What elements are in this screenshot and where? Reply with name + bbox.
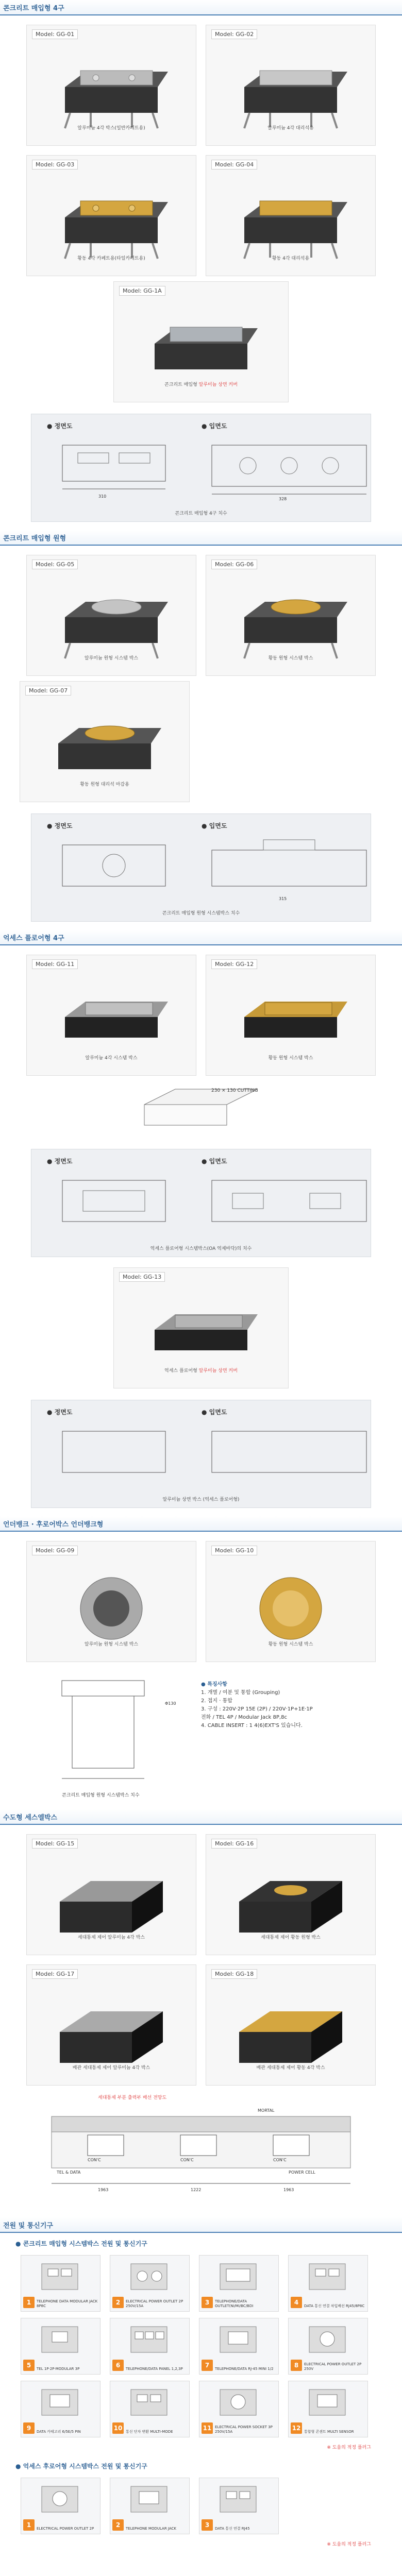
drawing-caption: 콘크리트 매입형 원형 시스템박스 치수 [62,1793,140,1798]
floor-box-image [144,1299,258,1376]
model-label: Model: GG-06 [211,560,257,569]
underbank-spec [31,1670,371,1804]
spec-number: 6 [112,2360,124,2371]
spec-item[interactable] [110,2318,190,2375]
spec-item[interactable] [288,2381,368,2437]
product-caption: 황동 4각 대리석용 [272,256,310,261]
spec-item[interactable] [110,2381,190,2437]
floor-box-image [234,986,347,1063]
caption-text: 콘크리트 매입형 [164,382,197,387]
product-caption: 알루미늄 4각 박스(일반카페트용) [77,126,145,131]
section-heading-5: 수도형 세스엘박스 [0,1809,402,1825]
cross-section-label: CON'C [180,2158,194,2162]
product-card[interactable] [26,1834,196,1955]
floor-box-image [55,1996,168,2073]
dimension: 328 [279,497,287,501]
spec-label: ELECTRICAL POWER SOCKET 3P 250V/15A [215,2425,273,2434]
spec-number: 12 [291,2422,302,2434]
product-grid-4 [0,1532,402,1665]
spec-item[interactable] [199,2381,279,2437]
product-card[interactable] [206,1834,376,1955]
spec-item[interactable] [21,2318,100,2375]
outlet-image [215,2386,261,2418]
front-view-drawing [52,1170,176,1237]
spec-number: 5 [23,2360,35,2371]
front-view-drawing [52,435,176,502]
cross-section-label: POWER CELL [289,2170,315,2175]
cross-section-title: 세대통제 부분 출력부 배선 전망도 [98,2095,167,2100]
outlet-image [37,2324,83,2355]
model-label: Model: GG-10 [211,1546,257,1555]
product-caption [114,1367,288,1374]
plan-view-label: ● 입면도 [202,422,227,430]
section-heading-6: 전원 및 통신기구 [0,2217,402,2233]
spec-item[interactable] [21,2381,100,2437]
dimension-drawing-2 [31,814,371,922]
spec-number: 2 [112,2519,124,2531]
features-block [201,1681,313,1730]
outlet-image [304,2386,350,2418]
product-caption: 알루미늄 원형 시스템 박스 [84,1642,139,1647]
product-caption: 배관 세대통제 제어 황동 4각 박스 [256,2065,325,2071]
spec-number: 3 [202,2519,213,2531]
floor-box-image [55,986,168,1063]
feature-line: 3. 구성 : 220V·2P 15E (2P) / 220V·1P+1E·1P [201,1706,313,1712]
product-grid-3b [0,1265,402,1392]
floor-box-image [234,1866,347,1943]
product-card[interactable] [206,1541,376,1662]
product-caption: 황동 4각 카페트용(타일카페트용) [77,256,145,261]
model-label: Model: GG-05 [32,560,78,569]
spec-grid-2 [0,2475,402,2540]
model-label: Model: GG-12 [211,959,257,969]
model-label: Model: GG-15 [32,1839,78,1849]
spec-label: 통신 단자 변환 MULTI-MODE [126,2429,173,2434]
drawing-caption: 콘크리트 매입형 원형 시스템박스 치수 [162,911,240,916]
floor-box-image [55,1572,168,1650]
spec-block-title: ● 콘크리트 매입형 시스템박스 전원 및 통신기구 [15,2240,147,2247]
outlet-image [304,2324,350,2355]
spec-number: 3 [202,2297,213,2308]
product-grid-2 [0,546,402,679]
product-card[interactable] [113,281,289,402]
dimension: Φ130 [165,1701,176,1706]
floor-box-image [234,1572,347,1650]
product-card[interactable] [26,25,196,146]
plan-view-drawing [202,835,377,902]
product-grid-1 [0,15,402,279]
floor-box-image [234,586,347,664]
plan-view-drawing [202,1421,377,1488]
front-view-label: ● 정면도 [47,822,73,829]
spec-item[interactable] [199,2255,279,2312]
product-caption [114,381,288,387]
spec-item[interactable] [21,2478,100,2534]
spec-number: 1 [23,2519,35,2531]
spec-label: TELEPHONE/DATA OUTLET(Ni/Mi/BC/BDI [215,2299,254,2308]
product-caption: 황동 원형 시스템 박스 [268,1056,313,1061]
spec-label: ELECTRICAL POWER OUTLET 2P 250V [304,2362,362,2371]
product-card[interactable] [206,555,376,676]
product-grid-3 [0,945,402,1079]
cross-section-label: 1963 [283,2188,294,2192]
product-card[interactable] [26,155,196,276]
outlet-image [215,2261,261,2293]
feature-line: 2. 접지 · 통합 [201,1698,232,1704]
spec-label: TEL 1P·2P·MODULAR 3P [37,2366,80,2371]
product-grid-2b [0,679,402,805]
product-card[interactable] [206,955,376,1076]
plan-view-drawing [202,1170,377,1237]
outlet-image [37,2483,83,2515]
spec-item[interactable] [21,2255,100,2312]
cutting-label: 230 × 130 CUTTING [211,1088,258,1093]
spec-label: DATA 카테고리 6/5E/5 PIN [37,2429,81,2434]
floor-box-image [55,586,168,664]
section-heading-2: 콘크리트 매입형 원형 [0,530,402,546]
cross-section-label: CON'C [273,2158,287,2162]
product-grid-5 [0,1825,402,2089]
spec-label: TELEPHONE/DATA RJ-45 MINI 1/2 [215,2366,274,2371]
caption-text: 억세스 플로어형 [164,1368,197,1374]
plan-view-label: ● 입면도 [202,1158,227,1165]
spec-label: TELEPHONE DATA MODULAR JACK 8P8C [37,2299,98,2308]
floor-box-image [234,187,347,264]
outlet-image [37,2261,83,2293]
spec-number: 10 [112,2422,124,2434]
model-label: Model: GG-07 [25,686,71,696]
spec-number: 1 [23,2297,35,2308]
spec-label: ELECTRICAL POWER OUTLET 2P [37,2526,94,2531]
model-label: Model: GG-03 [32,160,78,170]
feature-line: 전화 / TEL 4P / Modular Jack 8P,8c [201,1715,287,1720]
outlet-image [126,2324,172,2355]
outlet-image [215,2324,261,2355]
model-label: Model: GG-1A [119,286,165,296]
feature-line: 1. 개별 / 여분 및 통합 (Grouping) [201,1690,280,1696]
cross-section-label: 1963 [98,2188,109,2192]
plan-view-label: ● 입면도 [202,1409,227,1416]
dimension: 310 [98,494,107,499]
product-caption: 알루미늄 원형 시스템 박스 [84,656,139,661]
caption-note: 알루미늄 상면 커버 [198,382,238,387]
product-card[interactable] [26,955,196,1076]
floor-box-image [234,1996,347,2073]
outlet-image [37,2386,83,2418]
spec-note: ※ 도움의 적정 플러그 [327,2542,371,2547]
wiring-cross-section [41,2094,361,2207]
product-card[interactable] [26,1964,196,2086]
spec-label: DATA 통신 연결 차입배선 RJ45/8P8C [304,2303,365,2308]
underbank-drawing [41,1675,175,1794]
floor-box-image [48,713,161,790]
caption-note: 알루미늄 상면 커버 [198,1368,238,1374]
outlet-image [304,2261,350,2293]
product-caption: 황동 원형 대리석 마감용 [80,782,129,787]
product-card[interactable] [206,25,376,146]
floor-box-image [55,187,168,264]
product-card[interactable] [206,1964,376,2086]
floor-box-image [55,1866,168,1943]
product-caption: 알루미늄 4각 대리석용 [267,126,314,131]
section-heading-4: 언더뱅크 · 후로어박스 언더뱅크형 [0,1516,402,1532]
spec-number: 11 [202,2422,213,2434]
dimension: 315 [279,896,287,901]
outlet-image [126,2483,172,2515]
model-label: Model: GG-09 [32,1546,78,1555]
product-caption: 세대통제 제어 황동 원형 박스 [261,1935,321,1940]
floor-box-image [234,56,347,133]
product-card[interactable] [206,155,376,276]
spec-number: 4 [291,2297,302,2308]
spec-item[interactable] [288,2318,368,2375]
spec-block-title: ● 억세스 후로어형 시스템박스 전원 및 통신기구 [15,2463,147,2470]
dimension-drawing-4 [31,1400,371,1508]
model-label: Model: GG-13 [119,1272,165,1282]
spec-number: 7 [202,2360,213,2371]
front-view-drawing [52,835,176,902]
model-label: Model: GG-02 [211,29,257,39]
cross-section-label: TEL & DATA [57,2170,81,2175]
spec-grid-1 [0,2252,402,2444]
floor-box-image [55,56,168,133]
product-caption: 황동 원형 시스템 박스 [268,1642,313,1647]
drawing-caption: 억세스 플로어형 시스템박스(OA 억제바닥)의 치수 [150,1246,252,1251]
model-label: Model: GG-11 [32,959,78,969]
dimension-drawing-3 [31,1149,371,1257]
plan-view-label: ● 입면도 [202,822,227,829]
spec-label: ELECTRICAL POWER OUTLET 2P 250V/15A [126,2299,183,2308]
spec-label: TELEPHONE MODULAR JACK [126,2526,176,2531]
model-label: Model: GG-16 [211,1839,257,1849]
features-title: ● 특징사항 [201,1682,227,1687]
product-caption: 배관 세대통제 제어 알루미늄 4각 박스 [72,2065,150,2071]
outlet-image [126,2386,172,2418]
spec-label: 통합형 콘센트 MULTI SENSOR [304,2429,354,2434]
cross-section-label: MORTAL [258,2108,275,2113]
product-caption: 세대통제 제어 알루미늄 4각 박스 [77,1935,145,1940]
cross-section-label: CON'C [88,2158,101,2162]
spec-number: 9 [23,2422,35,2434]
spec-item[interactable] [110,2478,190,2534]
drawing-caption: 알루미늄 상면 박스 (억세스 플로어형) [162,1497,240,1502]
product-card[interactable] [20,681,190,802]
spec-number: 2 [112,2297,124,2308]
cutting-diagram [0,1079,402,1141]
spec-label: DATA 통신 연결 RJ45 [215,2526,250,2531]
front-view-label: ● 정면도 [47,1158,73,1165]
drawing-caption: 콘크리트 매입형 4구 치수 [175,511,227,516]
spec-item[interactable] [288,2255,368,2312]
product-grid-1b [0,279,402,405]
product-caption: 알루미늄 4각 시스템 박스 [85,1056,138,1061]
front-view-label: ● 정면도 [47,422,73,430]
spec-number: 8 [291,2360,302,2371]
dimension-drawing-1 [31,414,371,522]
spec-item[interactable] [199,2478,279,2534]
model-label: Model: GG-17 [32,1969,78,1979]
plan-view-drawing [202,435,377,502]
product-caption: 황동 원형 시스템 박스 [268,656,313,661]
product-card[interactable] [26,555,196,676]
model-label: Model: GG-04 [211,160,257,170]
feature-line: 4. CABLE INSERT : 1 4(6)EXT'S 있습니다. [201,1723,303,1728]
product-card[interactable] [26,1541,196,1662]
spec-note: ※ 도움의 적정 플러그 [327,2445,371,2450]
section-heading-3: 억세스 플로어형 4구 [0,930,402,945]
outlet-image [126,2261,172,2293]
cross-section-label: 1222 [191,2188,202,2192]
product-card[interactable] [113,1267,289,1388]
spec-label: TELEPHONE/DATA PANEL 1,2,3P [126,2366,183,2371]
model-label: Model: GG-18 [211,1969,257,1979]
spec-item[interactable] [110,2255,190,2312]
outlet-image [215,2483,261,2515]
front-view-label: ● 정면도 [47,1409,73,1416]
floor-box-image [144,313,258,390]
model-label: Model: GG-01 [32,29,78,39]
spec-item[interactable] [199,2318,279,2375]
section-heading-1: 콘크리트 매입형 4구 [0,0,402,15]
front-view-drawing [52,1421,176,1488]
